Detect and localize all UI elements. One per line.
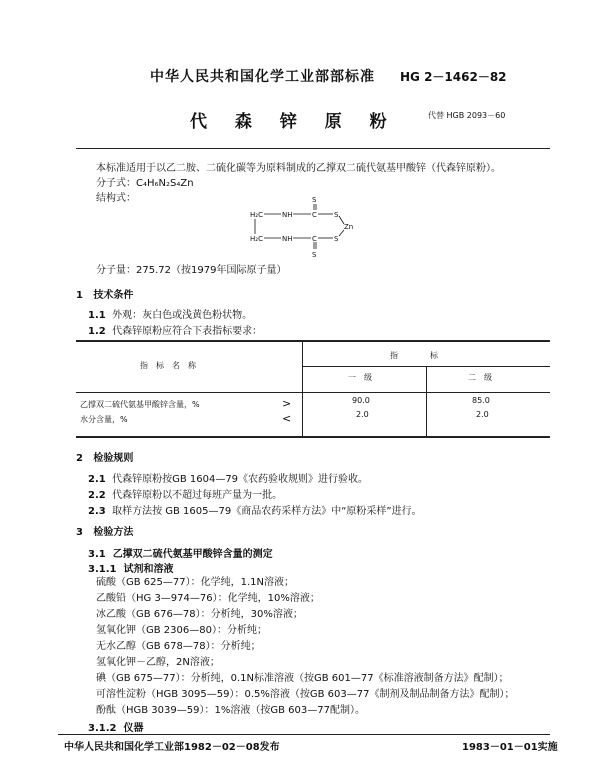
organization-title: 中华人民共和国化学工业部部标准 (150, 69, 375, 85)
subsection-3-1-1 (88, 560, 173, 575)
table-row-content-name: 乙撑双二硫代氨基甲酸锌含量，% (80, 400, 200, 409)
issue-info: 中华人民共和国化学工业部1982－02－08发布 (64, 742, 280, 753)
table-top-rule (76, 340, 550, 342)
section-3-heading (76, 523, 133, 538)
table-row-content-op: > (282, 397, 292, 410)
item-number: 1.2 (88, 326, 106, 337)
item-text: 代森锌原粉按GB 1604—79《农药验收规则》进行验收。 (112, 474, 369, 485)
subsection-3-1-2 (88, 719, 143, 734)
item-text: 代森锌原粉以不超过每班产量为一批。 (112, 490, 283, 501)
table-col-divider (302, 341, 303, 436)
section-2-title: 检验规则 (93, 453, 134, 464)
subsection-3-1 (88, 545, 273, 560)
subsection-number: 3.1.2 (88, 723, 117, 734)
item-text: 外观：灰白色或浅黄色粉状物。 (112, 310, 253, 321)
item-1-1 (88, 306, 252, 321)
atom-s-bottom: S (312, 251, 317, 259)
footer-divider (58, 734, 550, 735)
subsection-title: 仪器 (123, 723, 144, 734)
item-number: 2.1 (88, 474, 106, 485)
atom-h2c-bottom: H₂C (250, 235, 263, 243)
table-row-water-op: < (282, 412, 292, 425)
molecular-formula: 分子式：C₄H₆N₂S₄Zn (96, 178, 194, 189)
section-1-title: 技术条件 (93, 290, 134, 301)
atom-s-top: S (312, 196, 317, 204)
subsection-number: 3.1.1 (88, 564, 117, 575)
header-divider (76, 148, 550, 149)
atom-h2c-top: H₂C (250, 211, 263, 219)
item-number: 2.3 (88, 506, 106, 517)
item-2-1 (88, 470, 368, 485)
section-1-number: 1 (76, 290, 83, 301)
table-row-water-name: 水分含量，% (80, 415, 128, 424)
standard-code: HG 2－1462－82 (400, 70, 507, 84)
atom-s-mid-bottom: S (334, 235, 339, 243)
atom-s-mid-top: S (334, 211, 339, 219)
table-header-grade1: 一 级 (348, 373, 372, 382)
reagent-line: 可溶性淀粉（HGB 3095—59）：0.5%溶液（按GB 603—77《制剂及制品制备方法》配制）； (96, 689, 515, 700)
item-text: 代森锌原粉应符合下表指标要求： (112, 326, 263, 337)
section-1-heading (76, 286, 133, 301)
reagent-line: 乙酸铅（HG 3—974—76）：化学纯，10%溶液； (96, 593, 320, 604)
section-2-heading (76, 449, 133, 464)
table-header-rule (76, 392, 550, 393)
subsection-title: 乙撑双二硫代氨基甲酸锌含量的测定 (112, 549, 273, 560)
table-subheader-rule (303, 366, 550, 367)
atom-c-bottom: C (312, 235, 317, 243)
scope-text: 本标准适用于以乙二胺、二硫化碳等为原料制成的乙撑双二硫代氨基甲酸锌（代森锌原粉）。 (96, 163, 501, 174)
document-title: 代 森 锌 原 粉 (190, 112, 398, 132)
section-3-number: 3 (76, 527, 83, 538)
reagent-line: 氢氧化钾（GB 2306—80）：分析纯； (96, 625, 267, 636)
item-1-2 (88, 322, 262, 337)
reagent-line: 碘（GB 675—77）：分析纯，0.1N标准溶液（按GB 601—77《标准溶液制备方法》配制）； (96, 673, 509, 684)
structure-label: 结构式： (96, 193, 136, 204)
item-number: 1.1 (88, 310, 106, 321)
item-2-2 (88, 486, 282, 501)
reagent-line: 硫酸（GB 625—77）：化学纯，1.1N溶液； (96, 577, 294, 588)
reagent-line: 冰乙酸（GB 676—78）：分析纯，30%溶液； (96, 609, 303, 620)
item-2-3 (88, 502, 422, 517)
atom-nh-top: NH (282, 211, 293, 219)
molecular-weight: 分子量：275.72（按1979年国际原子量） (96, 265, 287, 276)
atom-c-top: C (312, 211, 317, 219)
subsection-title: 试剂和溶液 (123, 564, 174, 575)
atom-nh-bottom: NH (282, 235, 293, 243)
table-header-grade2: 二 级 (468, 373, 492, 382)
subsection-number: 3.1 (88, 549, 106, 560)
table-row-water-grade2: 2.0 (476, 410, 489, 419)
table-header-name: 指 标 名 称 (140, 361, 196, 370)
table-row-content-grade1: 90.0 (352, 396, 370, 405)
atom-zn: Zn (344, 223, 354, 231)
section-2-number: 2 (76, 453, 83, 464)
table-header-index: 指 标 (390, 351, 438, 360)
reagent-line: 氢氧化钾－乙醇，2N溶液； (96, 657, 220, 668)
reagent-line: 酚酞（HGB 3039—59）：1%溶液（按GB 603—77配制）。 (96, 705, 365, 716)
item-text: 取样方法按 GB 1605—79《商品农药采样方法》中“原粉采样”进行。 (112, 506, 422, 517)
table-row-content-grade2: 85.0 (472, 396, 490, 405)
structural-formula (240, 193, 360, 263)
bond-s-zn-top (339, 216, 344, 224)
effective-date: 1983－01－01实施 (462, 742, 558, 753)
table-bottom-rule (76, 436, 550, 438)
replaces-standard: 代替 HGB 2093－60 (428, 111, 506, 120)
bond-s-zn-bottom (339, 230, 344, 236)
table-grade-divider (426, 367, 427, 436)
section-3-title: 检验方法 (93, 527, 134, 538)
item-number: 2.2 (88, 490, 106, 501)
table-row-water-grade1: 2.0 (356, 410, 369, 419)
reagent-line: 无水乙醇（GB 678—78）：分析纯； (96, 641, 261, 652)
